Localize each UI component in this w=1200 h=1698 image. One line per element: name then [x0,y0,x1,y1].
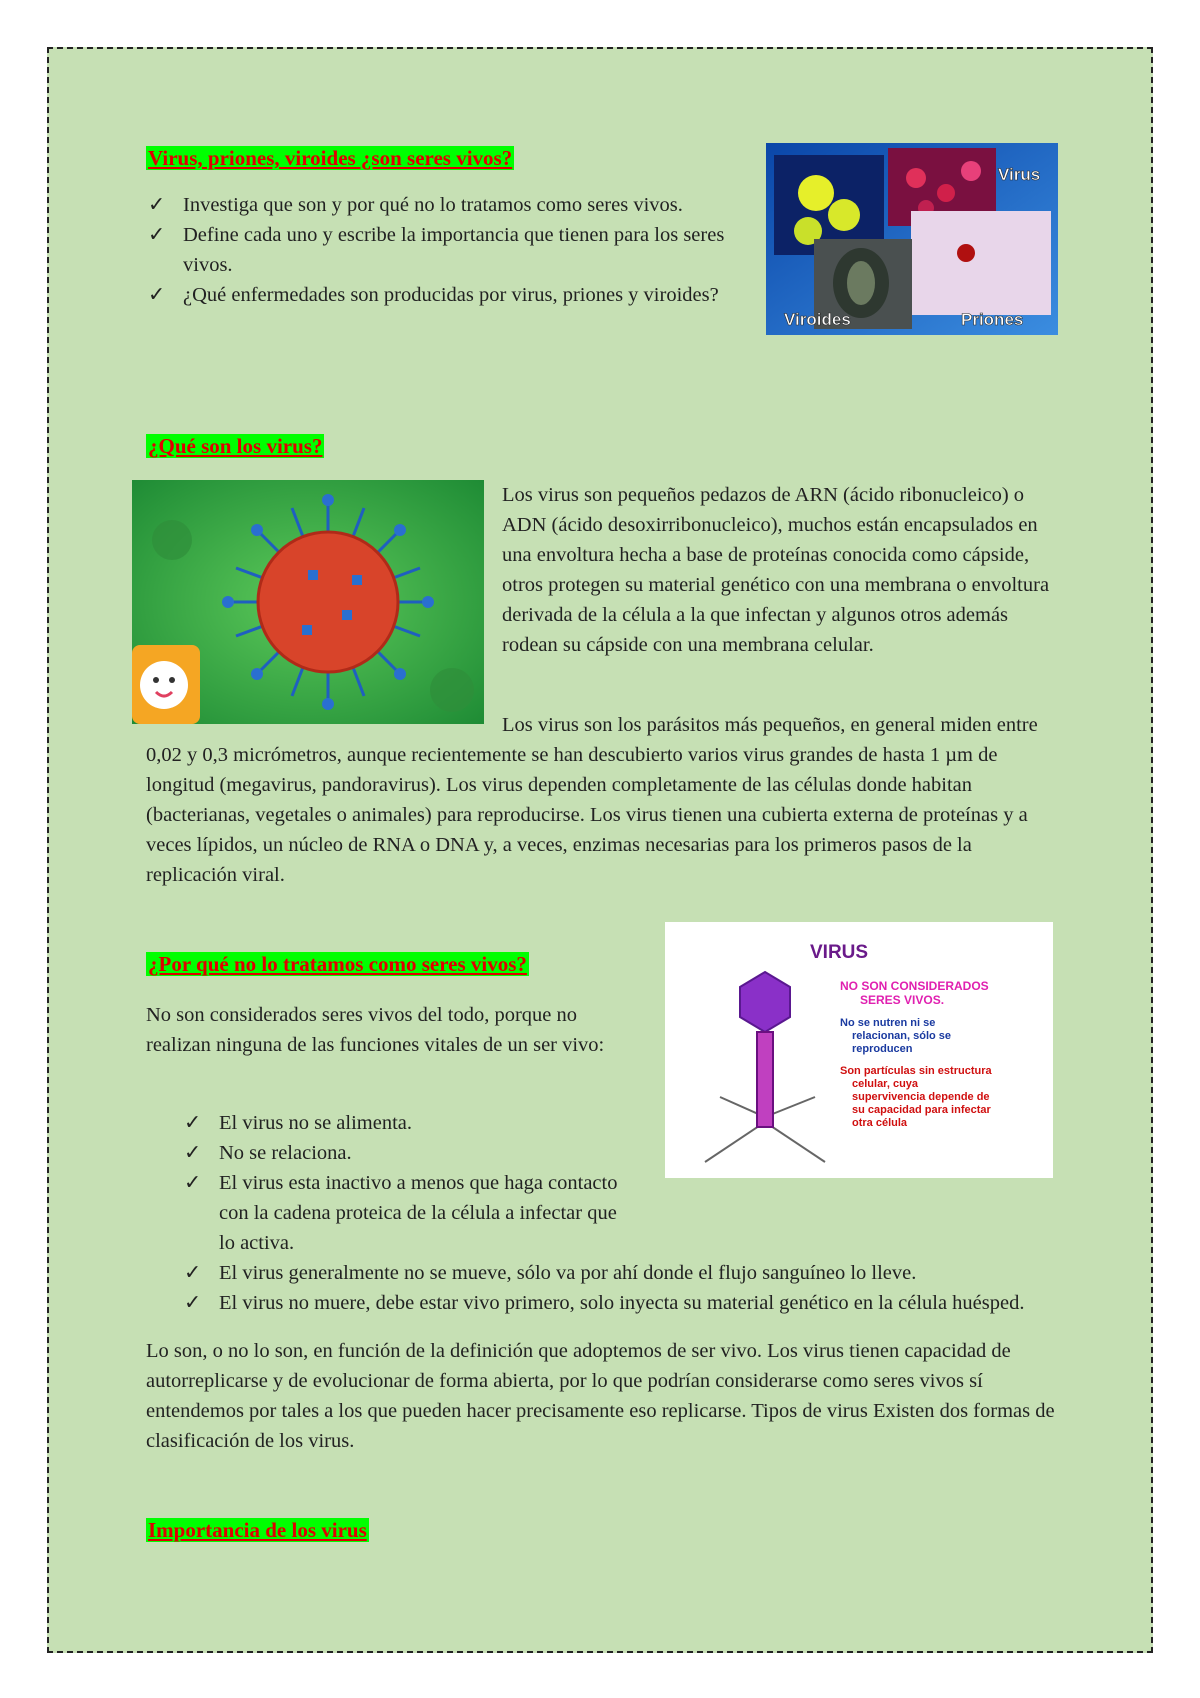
svg-text:NO SON CONSIDERADOS: NO SON CONSIDERADOS [840,979,989,993]
list-item: ✓ No se relaciona. [182,1138,1062,1168]
paragraph-definicion: Lo son, o no lo son, en función de la definición que adoptemos de ser vivo. Los virus tienen capacidad de autorreplicarse y de evolucionar de forma abierta, por lo que podrían considerarse como seres vivos sí entendemos por tales a los que pueden hacer precisamente eso replicarse. Tipos de virus Existen dos formas de clasificación de los virus. [146,1340,1055,1452]
image-label-viroides: Viroides [784,310,851,329]
svg-text:celular, cuya: celular, cuya [852,1078,919,1090]
svg-text:otra célula: otra célula [852,1117,908,1129]
list-item: ✓ ¿Qué enfermedades son producidas por virus, priones y viroides? [146,280,746,310]
check-icon: ✓ [148,224,166,246]
svg-text:SERES VIVOS.: SERES VIVOS. [860,993,945,1007]
image-title-virus: VIRUS [810,942,869,963]
check-icon: ✓ [184,1292,202,1314]
check-icon: ✓ [184,1142,202,1164]
paragraph-virus-size: Los virus son los parásitos más pequeños, en general miden entre 0,02 y 0,3 micrómetros, aunque recientemente se han descubierto varios virus grandes de hasta 1 µm de longitud (megavirus, pandoravirus). Los virus dependen completamente de las células donde habitan (bacterianas, vegetales o animales) para reproducirse. Los virus tienen una cubierta externa de proteínas y a veces lípidos, un núcleo de RNA o DNA y, a veces, enzimas necesarias para los primeros pasos de la replicación viral. [146,714,1038,886]
image-label-virus: Virus [998,165,1041,184]
virus-illustration [132,480,484,724]
list-item: ✓ El virus no muere, debe estar vivo primero, solo inyecta su material genético en la célula huésped. [182,1288,1062,1318]
heading-por-que-no: ¿Por qué no lo tratamos como seres vivos? [148,952,527,976]
list-item: ✓ Investiga que son y por qué no lo tratamos como seres vivos. [146,190,746,220]
svg-text:su capacidad para infectar: su capacidad para infectar [852,1104,991,1116]
check-icon: ✓ [184,1112,202,1134]
svg-text:relacionan, sólo se: relacionan, sólo se [852,1030,952,1042]
check-icon: ✓ [184,1172,202,1194]
list-item: ✓ El virus generalmente no se mueve, sólo va por ahí donde el flujo sanguíneo lo lleve. [182,1258,1062,1288]
check-icon: ✓ [148,194,166,216]
reasons-list [182,1108,1062,1318]
svg-text:Son partículas sin estructura: Son partículas sin estructura [840,1065,992,1077]
image-label-priones: Priones [961,310,1024,329]
paragraph-virus-definition: Los virus son pequeños pedazos de ARN (ácido ribonucleico) o ADN (ácido desoxirribonucleico), muchos están encapsulados en una envoltura hecha a base de proteínas conocida como cápside, otros protegen su material genético con una membrana o envoltura derivada de la célula a la que infectan y algunos otros además rodean su cápside con una membrana celular. [502,484,1050,656]
check-icon: ✓ [184,1262,202,1284]
svg-text:No se nutren ni se: No se nutren ni se [840,1017,936,1029]
virus-priones-viroides-image [766,143,1058,335]
svg-text:supervivencia depende de: supervivencia depende de [852,1091,990,1103]
list-item: ✓ El virus no se alimenta. [182,1108,1062,1138]
list-item: ✓ El virus esta inactivo a menos que haga contacto con la cadena proteica de la célula a infectar que lo activa. [182,1168,1062,1258]
heading-importancia: Importancia de los virus [148,1518,367,1542]
paragraph-no-seres-vivos: No son considerados seres vivos del todo, porque no realizan ninguna de las funciones vitales de un ser vivo: [146,1004,605,1056]
heading-que-son-virus: ¿Qué son los virus? [148,434,323,458]
list-item: ✓ Define cada uno y escribe la importancia que tienen para los seres vivos. [146,220,746,280]
heading-seres-vivos: Virus, priones, viroides ¿son seres vivos? [148,146,513,170]
check-icon: ✓ [148,284,166,306]
svg-text:reproducen: reproducen [852,1043,913,1055]
task-list [146,190,746,310]
